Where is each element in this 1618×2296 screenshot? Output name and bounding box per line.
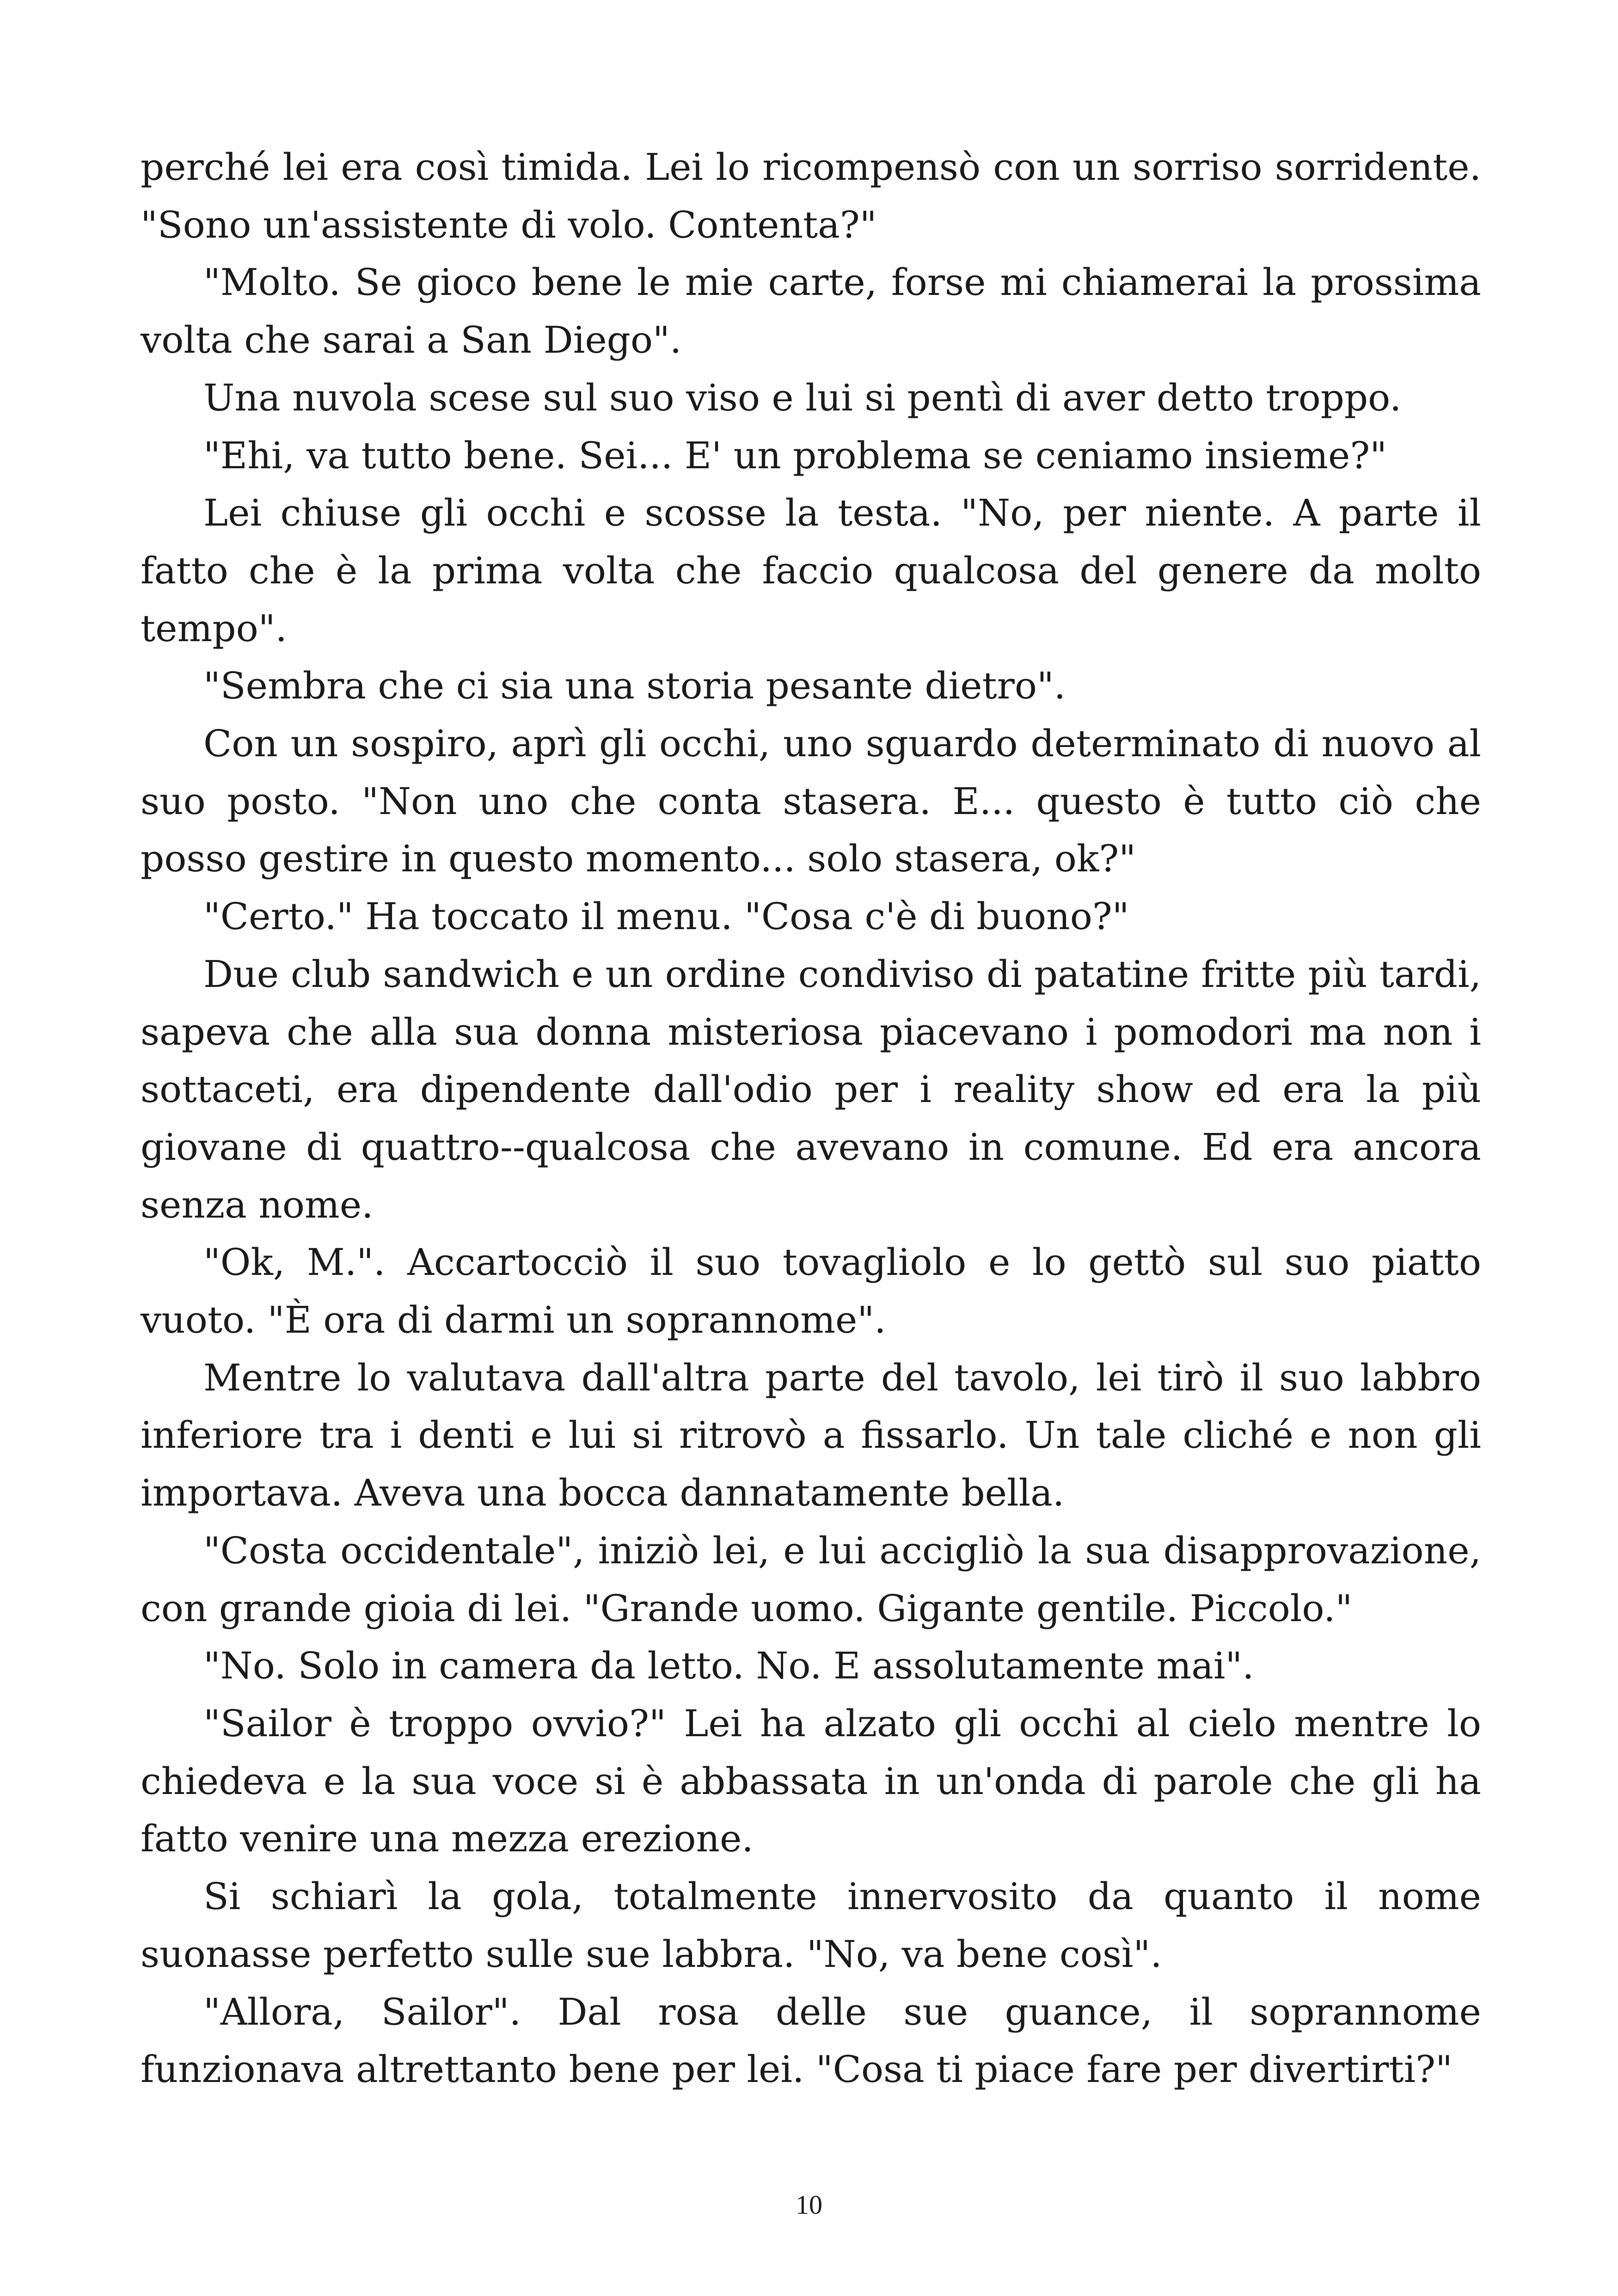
paragraph: "Ehi, va tutto bene. Sei... E' un problema se ceniamo insieme?" <box>203 434 1387 477</box>
body-text <box>141 139 1481 2099</box>
paragraph: "Molto. Se gioco bene le mie carte, forse mi chiamerai la prossima volta che sarai a San Diego". <box>141 261 1481 362</box>
paragraph: "Allora, Sailor". Dal rosa delle sue guance, il soprannome funzionava altrettanto bene per lei. "Cosa ti piace fare per divertirti?" <box>141 1990 1481 2091</box>
paragraph: "Certo." Ha toccato il menu. "Cosa c'è di buono?" <box>203 895 1129 938</box>
paragraph: "No. Solo in camera da letto. No. E assolutamente mai". <box>203 1644 1254 1688</box>
paragraph: "Sailor è troppo ovvio?" Lei ha alzato gli occhi al cielo mentre lo chiedeva e la sua voce si è abbassata in un'onda di parole che gli ha fatto venire una mezza erezione. <box>141 1702 1481 1861</box>
paragraph: Con un sospiro, aprì gli occhi, uno sguardo determinato di nuovo al suo posto. "Non uno che conta stasera. E... questo è tutto ciò che posso gestire in questo momento... solo stasera, ok?" <box>141 722 1481 881</box>
paragraph: Lei chiuse gli occhi e scosse la testa. "No, per niente. A parte il fatto che è la prima volta che faccio qualcosa del genere da molto tempo". <box>141 491 1481 650</box>
paragraph: Si schiarì la gola, totalmente innervosito da quanto il nome suonasse perfetto sulle sue labbra. "No, va bene così". <box>141 1875 1481 1976</box>
paragraph: Mentre lo valutava dall'altra parte del tavolo, lei tirò il suo labbro inferiore tra i denti e lui si ritrovò a fissarlo. Un tale cliché e non gli importava. Aveva una bocca dannatamente bella. <box>141 1356 1481 1515</box>
paragraph: "Sembra che ci sia una storia pesante dietro". <box>203 664 1066 708</box>
paragraph: "Costa occidentale", iniziò lei, e lui accigliò la sua disapprovazione, con grande gioia di lei. "Grande uomo. Gigante gentile. Piccolo." <box>141 1529 1481 1630</box>
paragraph: Due club sandwich e un ordine condiviso di patatine fritte più tardi, sapeva che alla sua donna misteriosa piacevano i pomodori ma non i sottaceti, era dipendente dall'odio per i reality show ed era la più giovane di quattro--qualcosa che avevano in comune. Ed era ancora senza nome. <box>141 952 1481 1226</box>
paragraph: "Ok, M.". Accartocciò il suo tovagliolo e lo gettò sul suo piatto vuoto. "È ora di darmi un soprannome". <box>141 1241 1481 1342</box>
paragraph: perché lei era così timida. Lei lo ricompensò con un sorriso sorridente. "Sono un'assistente di volo. Contenta?" <box>141 146 1481 246</box>
paragraph: Una nuvola scese sul suo viso e lui si pentì di aver detto troppo. <box>203 376 1402 419</box>
page-number: 10 <box>796 2190 822 2220</box>
